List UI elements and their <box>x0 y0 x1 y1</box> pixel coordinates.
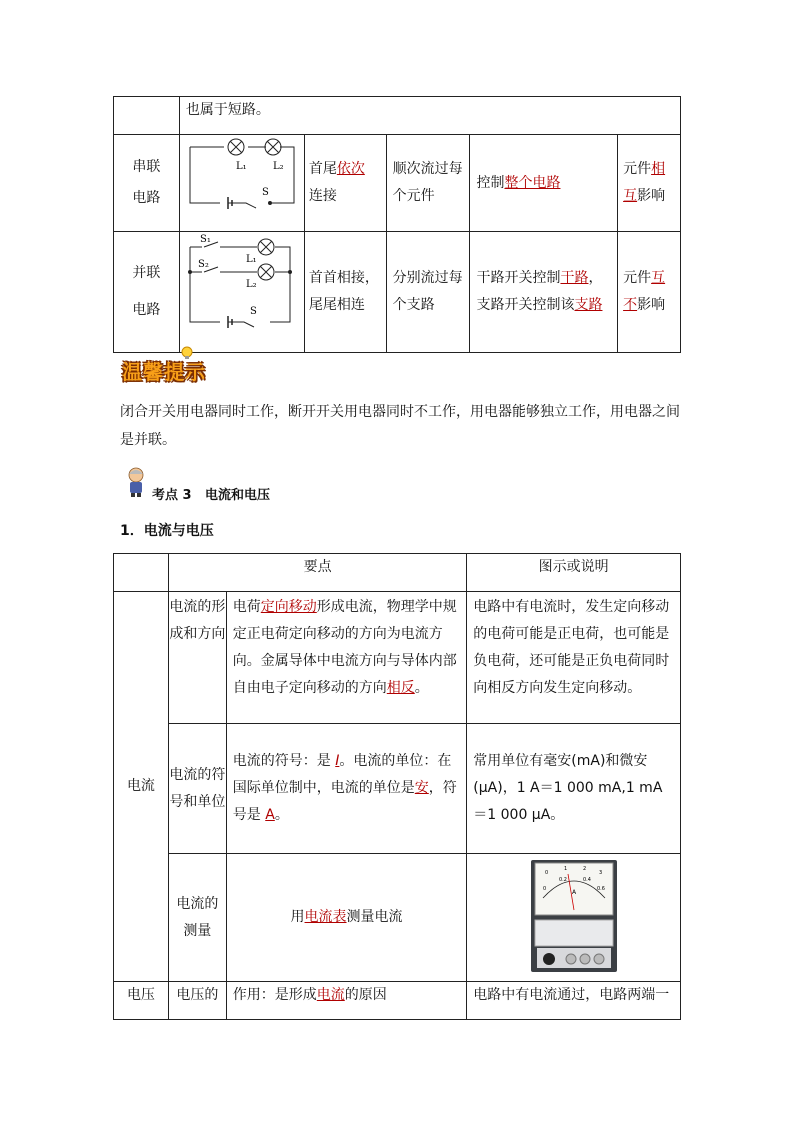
meter-tick-04: 0.4 <box>582 876 591 883</box>
current-voltage-table <box>113 553 681 1020</box>
answer-text: 电流表 <box>304 909 347 925</box>
text: 首尾 <box>308 161 337 177</box>
series-name-line1: 串联 <box>132 159 161 175</box>
label-l1: L₁ <box>235 161 247 172</box>
row1-sub <box>168 592 226 724</box>
text: 形成电流，物理学中规定正电荷定向移动的方向为电流方向。金属导体中电流方向与导体内部自由电子定向移动的方向 <box>232 599 457 696</box>
label-s1: S₁ <box>199 234 211 245</box>
answer-text: 干路 <box>560 270 589 286</box>
table-row <box>114 232 681 353</box>
parallel-switch-cell <box>470 232 618 353</box>
text: 。 <box>274 807 289 823</box>
ammeter-image-cell <box>467 854 681 982</box>
parallel-effect-cell <box>618 232 681 353</box>
tip-text: 闭合开关用电器同时工作，断开开关用电器同时不工作，用电器能够独立工作，用电器之间是并联。 <box>120 404 680 448</box>
tip-banner <box>122 350 206 385</box>
text: 的原因 <box>344 987 387 1003</box>
parallel-diagram-cell <box>179 232 304 353</box>
circuit-comparison-table <box>113 96 681 353</box>
text: 影响 <box>637 188 666 204</box>
text: 用 <box>290 909 305 925</box>
meter-top-tick-3: 3 <box>598 869 602 876</box>
meter-tick-02: 0.2 <box>558 876 567 883</box>
answer-text: 电流 <box>316 987 345 1003</box>
answer-text: I <box>335 753 340 769</box>
row2-sub-line1: 电流的符 <box>169 766 226 783</box>
meter-tick-0: 0 <box>542 885 546 892</box>
text: 支路开关控制该 <box>476 297 575 313</box>
label-l1: L₁ <box>245 254 257 265</box>
text: ， <box>588 270 603 286</box>
table-row <box>114 97 681 135</box>
meter-top-tick-2: 2 <box>582 865 586 872</box>
row1-desc: 电路中有电流时，发生定向移动的电荷可能是正电荷，也可能是负电荷，还可能是正负电荷同时向相反方向发生定向移动。 <box>467 592 681 724</box>
series-name-cell <box>114 135 180 232</box>
text: 控制 <box>476 174 505 191</box>
answer-text: 定向移动 <box>260 599 317 615</box>
row4-sub: 电压的 <box>168 982 226 1020</box>
label-s: S <box>249 306 257 317</box>
text: 连接 <box>308 188 337 204</box>
meter-tick-06: 0.6 <box>596 885 605 892</box>
answer-text: 相 <box>651 161 666 177</box>
answer-text: 安 <box>414 780 429 796</box>
header-desc: 图示或说明 <box>467 554 681 592</box>
voltage-label: 电压 <box>114 982 169 1020</box>
series-switch-cell <box>470 135 618 232</box>
parallel-name-line1: 并联 <box>132 265 161 281</box>
series-name-line2: 电路 <box>132 190 161 206</box>
table-row <box>114 592 681 724</box>
series-circuit-diagram <box>180 135 304 227</box>
text: 。 <box>414 680 429 696</box>
row4-key <box>226 982 467 1020</box>
series-connection-cell <box>304 135 386 232</box>
meter-top-tick-1: 1 <box>563 865 567 872</box>
section-title: 电流和电压 <box>205 488 271 503</box>
empty-cell <box>114 97 180 135</box>
text: 影响 <box>637 297 666 313</box>
subheading: 1．电流与电压 <box>120 523 214 539</box>
row3-sub-line1: 电流的 <box>176 895 219 912</box>
answer-text: 相反 <box>386 680 415 696</box>
row1-sub-line1: 电流的形 <box>169 599 226 615</box>
row3-sub-line2: 测量 <box>183 922 212 939</box>
table-row <box>114 854 681 982</box>
parallel-connection: 首首相接，尾尾相连 <box>304 232 386 353</box>
table-row <box>114 135 681 232</box>
text: 干路开关控制 <box>476 270 561 286</box>
table-row <box>114 982 681 1020</box>
parallel-circuit-diagram <box>180 232 304 348</box>
answer-text: 支路 <box>574 297 603 313</box>
meter-top-tick-0: 0 <box>544 869 548 876</box>
row2-desc: 常用单位有毫安(mA)和微安(μA)，1 A＝1 000 mA,1 mA＝1 000 μA。 <box>467 724 681 854</box>
answer-text: 依次 <box>336 161 365 177</box>
text: 作用：是形成 <box>232 987 317 1003</box>
empty-cell <box>114 554 169 592</box>
text: 电流的符号：是 <box>232 753 336 769</box>
text: 电荷 <box>232 599 261 615</box>
answer-text: 不 <box>623 297 638 313</box>
parallel-name-line2: 电路 <box>132 302 161 318</box>
text: 元件 <box>623 270 652 286</box>
series-diagram-cell <box>179 135 304 232</box>
parallel-current-flow: 分别流过每个支路 <box>386 232 470 353</box>
lightbulb-icon <box>180 346 194 360</box>
header-key: 要点 <box>168 554 466 592</box>
series-current-flow: 顺次流过每个元件 <box>386 135 470 232</box>
answer-text: 互 <box>651 270 666 286</box>
ammeter-image <box>531 860 617 972</box>
label-s2: S₂ <box>197 259 209 270</box>
current-label: 电流 <box>114 592 169 982</box>
row3-sub <box>168 854 226 982</box>
series-effect-cell <box>618 135 681 232</box>
tip-title: 温馨提示 <box>122 360 206 384</box>
answer-text: A <box>265 807 275 823</box>
answer-text: 互 <box>623 188 638 204</box>
row2-key <box>226 724 467 854</box>
label-l2: L₂ <box>245 279 257 290</box>
table-header-row <box>114 554 681 592</box>
label-l2: L₂ <box>272 161 284 172</box>
text: 。电流的单位：在国际单位制中，电流的单位是 <box>232 753 452 796</box>
text: 测量电流 <box>346 909 403 925</box>
parallel-name-cell <box>114 232 180 353</box>
row4-desc: 电路中有电流通过，电路两端一 <box>467 982 681 1020</box>
row1-sub-line2: 成和方向 <box>169 626 226 642</box>
kaodian-label: 考点 3 <box>152 488 192 503</box>
answer-text: 整个电路 <box>504 174 561 191</box>
teacher-avatar-icon <box>124 466 148 498</box>
meter-unit: A <box>571 888 576 896</box>
text: 元件 <box>623 161 652 177</box>
row2-sub <box>168 724 226 854</box>
row2-sub-line2: 号和单位 <box>169 793 226 810</box>
text: ，符号是 <box>232 780 457 823</box>
table-row <box>114 724 681 854</box>
row3-key <box>226 854 467 982</box>
label-s: S <box>261 187 269 198</box>
row1-key <box>226 592 467 724</box>
short-circuit-note: 也属于短路。 <box>179 97 680 135</box>
